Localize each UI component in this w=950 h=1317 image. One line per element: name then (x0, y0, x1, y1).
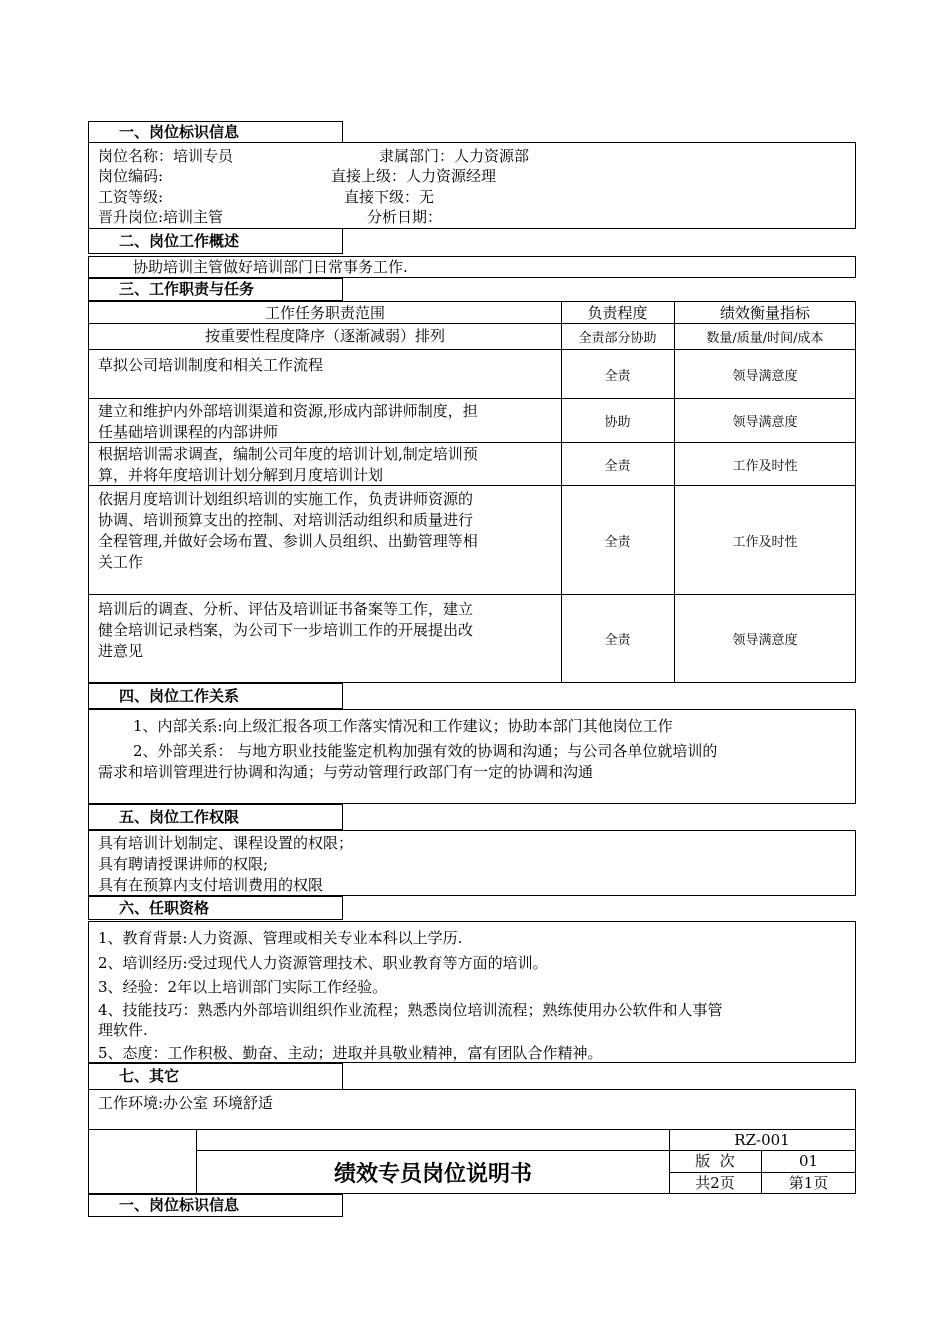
job-identification-block (88, 142, 856, 229)
table-row: 草拟公司培训制度和相关工作流程 (98, 356, 324, 374)
department: 隶属部门：人力资源部 (379, 147, 530, 165)
direct-superior: 直接上级：人力资源经理 (331, 167, 497, 185)
col-header-degree: 负责程度 (587, 304, 648, 322)
row-degree: 全责 (604, 633, 631, 648)
work-relations: 1、内部关系:向上级汇报各项工作落实情况和工作建议；协助本部门其他岗位工作 2、外部关系： 与地方职业技能鉴定机构加强有效的协调和沟通；与公司各单位就培训的 需求和培训管理进行协调和沟通；与劳动管理行政部门有一定的协调和沟通 (88, 709, 856, 804)
row-metric: 领导满意度 (732, 368, 798, 384)
work-authority: 具有培训计划制定、课程设置的权限； 具有聘请授课讲师的权限; 具有在预算内支付培训费用的权限 (88, 830, 856, 896)
work-environment: 工作环境:办公室 环境舒适 (88, 1089, 856, 1130)
analysis-date: 分析日期： (367, 208, 443, 226)
table-row: 根据培训需求调查，编制公司年度的培训计划,制定培训预 算，并将年度培训计划分解到月度培训计划 (98, 445, 478, 484)
version-value: 01 (798, 1152, 819, 1170)
duties-table (88, 301, 856, 683)
table-row: 培训后的调查、分析、评估及培训证书备案等工作，建立 健全培训记录档案，为公司下一步培训工作的开展提出改 进意见 (98, 600, 474, 660)
doc2-section-1-header: 一、岗位标识信息 (88, 1194, 343, 1217)
section-7-header: 七、其它 (88, 1063, 343, 1090)
row-degree: 全责 (604, 368, 631, 384)
section-5-header: 五、岗位工作权限 (88, 804, 343, 830)
col-subheader-metric: 数量/质量/时间/成本 (706, 331, 824, 346)
row-degree: 全责 (604, 534, 631, 550)
direct-subordinate: 直接下级：无 (344, 188, 435, 206)
doc-title: 绩效专员岗位说明书 (333, 1161, 532, 1187)
section-3-header: 三、工作职责与任务 (88, 278, 343, 301)
col-header-scope: 工作任务职责范围 (264, 304, 385, 322)
section-4-header: 四、岗位工作关系 (88, 683, 343, 709)
col-subheader-degree: 全责部分协助 (578, 331, 657, 346)
table-row: 依据月度培训计划组织培训的实施工作，负责讲师资源的 协调、培训预算支出的控制、对培训活动组织和质量进行 全程管理,并做好会场布置、参训人员组织、出勤管理等相 关工作 (98, 490, 478, 571)
promotion-position: 晋升岗位:培训主管 (98, 208, 224, 226)
row-metric: 领导满意度 (732, 415, 798, 430)
section-1-header: 一、岗位标识信息 (88, 121, 343, 143)
section-2-header: 二、岗位工作概述 (88, 228, 343, 254)
doc-header-table (88, 1129, 856, 1194)
section-6-header: 六、任职资格 (88, 896, 343, 920)
job-summary: 协助培训主管做好培训部门日常事务工作. (88, 256, 856, 278)
table-row: 建立和维护内外部培训渠道和资源,形成内部讲师制度，担 任基础培训课程的内部讲师 (98, 402, 478, 441)
row-metric: 工作及时性 (732, 534, 798, 550)
row-degree: 全责 (604, 458, 631, 474)
version-label: 版 次 (695, 1152, 735, 1170)
total-pages: 共2页 (695, 1173, 735, 1192)
qualifications: 1、教育背景:人力资源、管理或相关专业本科以上学历. 2、培训经历:受过现代人力资源管理技术、职业教育等方面的培训。 3、经验：2年以上培训部门实际工作经验。 4、技能技巧：熟悉内外部培训组织作业流程；熟悉岗位培训流程；熟练使用办公软件和人事管 理软件. 5、态度：工作积极、勤奋、主动；进取并具敬业精神，富有团队合作精神。 (88, 921, 856, 1063)
col-header-metric: 绩效衡量指标 (719, 304, 810, 322)
row-metric: 领导满意度 (732, 633, 798, 648)
job-name: 岗位名称：培训专员 (98, 147, 234, 165)
row-metric: 工作及时性 (732, 458, 798, 474)
doc-code: RZ-001 (734, 1130, 790, 1149)
salary-grade: 工资等级: (98, 188, 164, 206)
col-subheader-scope: 按重要性程度降序（逐渐减弱）排列 (204, 327, 445, 345)
row-degree: 协助 (604, 415, 631, 430)
page-number: 第1页 (788, 1173, 829, 1192)
job-code: 岗位编码: (98, 167, 164, 185)
